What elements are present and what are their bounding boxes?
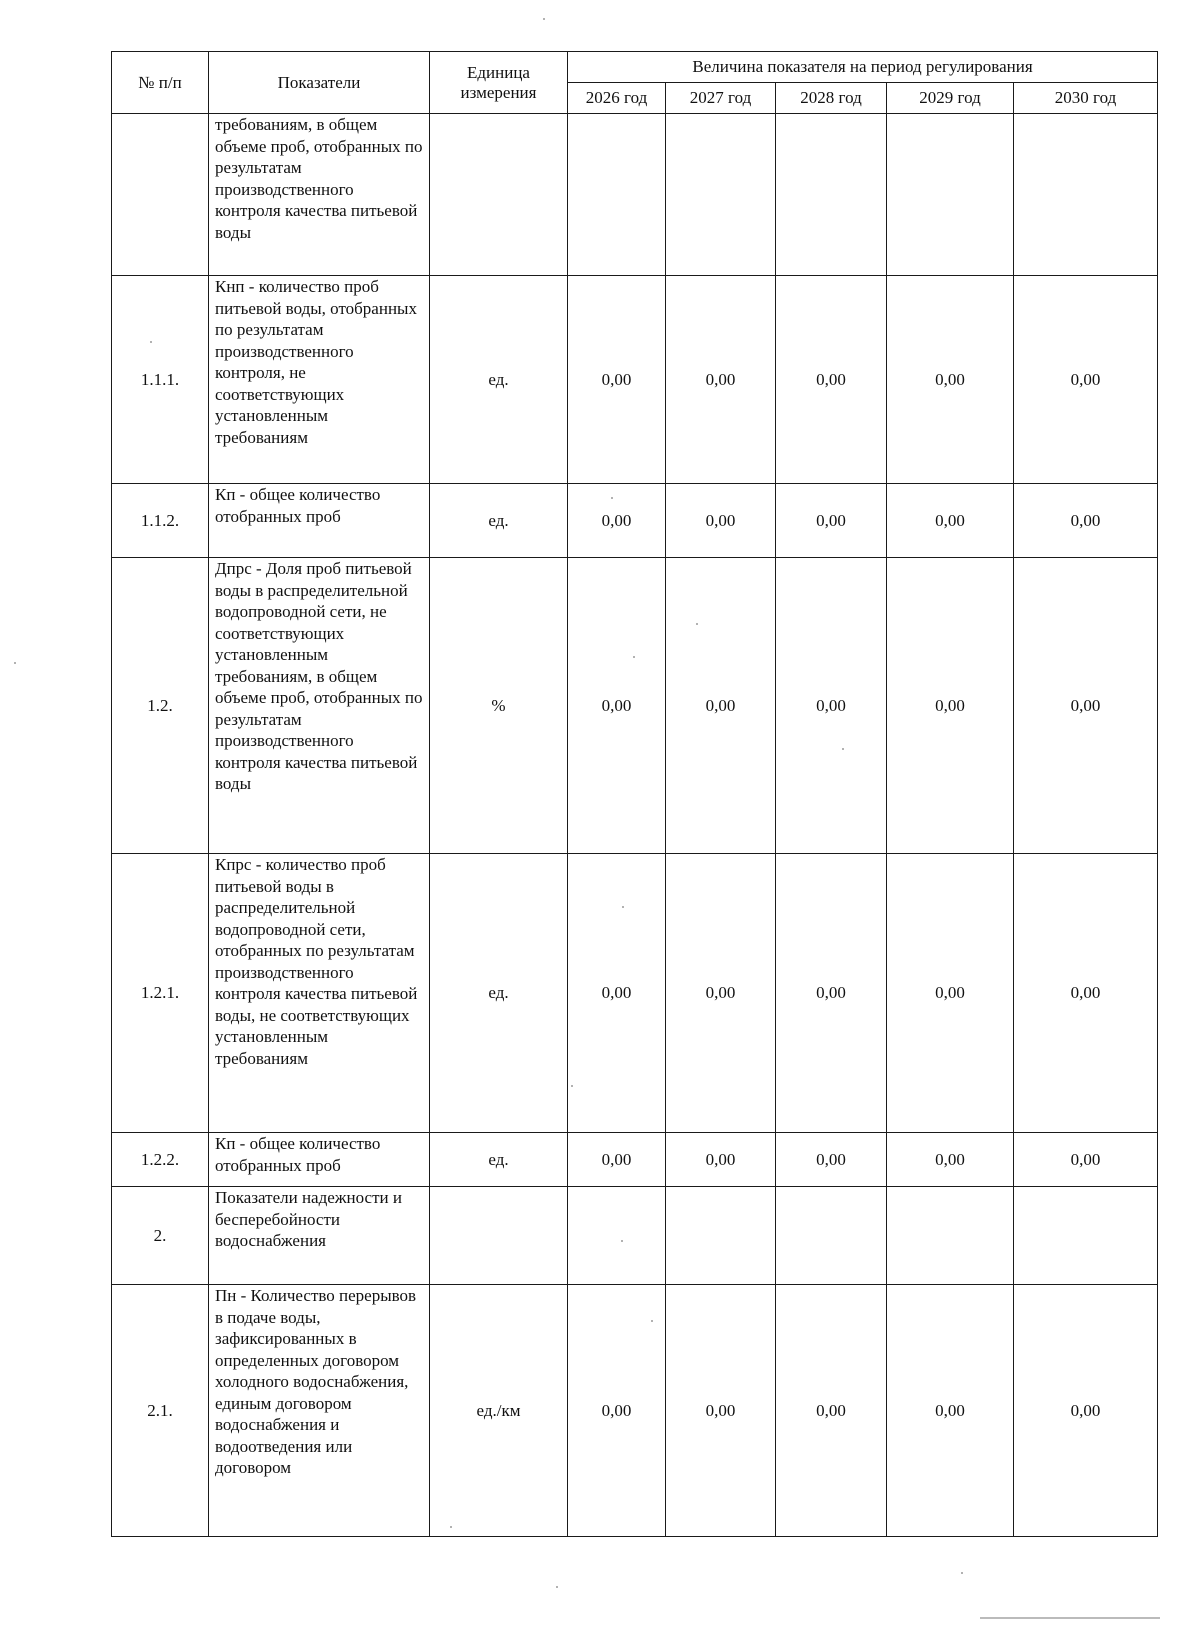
- row-unit: ед.: [430, 1133, 568, 1187]
- row-unit: %: [430, 558, 568, 854]
- row-number: 1.2.: [112, 558, 209, 854]
- table-row: [112, 276, 1158, 484]
- row-indicator-name: Кпрс - количество проб питьевой воды в распределительной водопроводной сети, отобранных по результатам производственного контроля качества питьевой воды, не соответствующих установленным требованиям: [209, 854, 430, 1133]
- row-value-2027: 0,00: [666, 276, 776, 484]
- row-unit: ед.: [430, 484, 568, 558]
- row-value-2027: 0,00: [666, 484, 776, 558]
- row-number: 1.1.1.: [112, 276, 209, 484]
- table-row: [112, 1285, 1158, 1537]
- table-row: [112, 484, 1158, 558]
- row-value-2028: 0,00: [776, 1133, 887, 1187]
- row-value-2029: [887, 1187, 1014, 1285]
- table-row: [112, 114, 1158, 276]
- row-indicator-name: Пн - Количество перерывов в подаче воды, зафиксированных в определенных договором холодного водоснабжения, единым договором водоснабжения и водоотведения или договором: [209, 1285, 430, 1537]
- row-number: 2.: [112, 1187, 209, 1285]
- header-year-2026: 2026 год: [568, 83, 666, 114]
- row-unit: ед./км: [430, 1285, 568, 1537]
- row-value-2030: 0,00: [1014, 854, 1158, 1133]
- row-indicator-name: Показатели надежности и бесперебойности водоснабжения: [209, 1187, 430, 1285]
- table-row: [112, 1187, 1158, 1285]
- row-value-2028: 0,00: [776, 276, 887, 484]
- row-value-2029: 0,00: [887, 484, 1014, 558]
- table-row: [112, 854, 1158, 1133]
- row-value-2028: 0,00: [776, 484, 887, 558]
- row-value-2027: [666, 114, 776, 276]
- row-value-2030: [1014, 114, 1158, 276]
- header-indicator: Показатели: [209, 52, 430, 114]
- row-number: 1.2.1.: [112, 854, 209, 1133]
- row-indicator-name: требованиям, в общем объеме проб, отобранных по результатам производственного контроля качества питьевой воды: [209, 114, 430, 276]
- row-indicator-name: Кп - общее количество отобранных проб: [209, 484, 430, 558]
- footer-rule: [980, 1617, 1160, 1619]
- row-value-2030: 0,00: [1014, 484, 1158, 558]
- row-number: 1.2.2.: [112, 1133, 209, 1187]
- row-value-2026: 0,00: [568, 484, 666, 558]
- row-value-2030: 0,00: [1014, 1285, 1158, 1537]
- header-year-2030: 2030 год: [1014, 83, 1158, 114]
- row-value-2026: [568, 114, 666, 276]
- row-value-2027: 0,00: [666, 1133, 776, 1187]
- row-value-2026: 0,00: [568, 1133, 666, 1187]
- row-value-2027: [666, 1187, 776, 1285]
- header-unit: Единица измерения: [430, 52, 568, 114]
- row-unit: [430, 1187, 568, 1285]
- row-value-2026: [568, 1187, 666, 1285]
- row-value-2026: 0,00: [568, 1285, 666, 1537]
- table-row: [112, 1133, 1158, 1187]
- row-indicator-name: Кнп - количество проб питьевой воды, отобранных по результатам производственного контроля, не соответствующих установленным требованиям: [209, 276, 430, 484]
- header-year-2029: 2029 год: [887, 83, 1014, 114]
- row-value-2028: 0,00: [776, 854, 887, 1133]
- row-value-2030: 0,00: [1014, 558, 1158, 854]
- indicators-table: [111, 51, 1158, 1537]
- header-year-2027: 2027 год: [666, 83, 776, 114]
- row-value-2027: 0,00: [666, 558, 776, 854]
- row-value-2029: 0,00: [887, 854, 1014, 1133]
- table-header: [112, 52, 1158, 114]
- row-value-2029: 0,00: [887, 276, 1014, 484]
- row-value-2030: [1014, 1187, 1158, 1285]
- row-number: 2.1.: [112, 1285, 209, 1537]
- table-body: [112, 114, 1158, 1537]
- row-value-2027: 0,00: [666, 854, 776, 1133]
- row-unit: [430, 114, 568, 276]
- row-indicator-name: Дпрс - Доля проб питьевой воды в распределительной водопроводной сети, не соответствующих установленным требованиям, в общем объеме проб, отобранных по результатам производственного контроля качества питьевой воды: [209, 558, 430, 854]
- table-row: [112, 558, 1158, 854]
- row-value-2026: 0,00: [568, 276, 666, 484]
- row-value-2029: 0,00: [887, 558, 1014, 854]
- row-number: 1.1.2.: [112, 484, 209, 558]
- header-number: № п/п: [112, 52, 209, 114]
- row-number: [112, 114, 209, 276]
- row-value-2030: 0,00: [1014, 1133, 1158, 1187]
- row-value-2026: 0,00: [568, 854, 666, 1133]
- row-value-2029: [887, 114, 1014, 276]
- row-unit: ед.: [430, 276, 568, 484]
- row-value-2029: 0,00: [887, 1133, 1014, 1187]
- row-value-2027: 0,00: [666, 1285, 776, 1537]
- row-value-2030: 0,00: [1014, 276, 1158, 484]
- row-value-2029: 0,00: [887, 1285, 1014, 1537]
- row-indicator-name: Кп - общее количество отобранных проб: [209, 1133, 430, 1187]
- row-value-2028: [776, 114, 887, 276]
- row-value-2028: [776, 1187, 887, 1285]
- header-period-group: Величина показателя на период регулирования: [568, 52, 1158, 83]
- row-value-2028: 0,00: [776, 558, 887, 854]
- row-value-2028: 0,00: [776, 1285, 887, 1537]
- header-year-2028: 2028 год: [776, 83, 887, 114]
- row-value-2026: 0,00: [568, 558, 666, 854]
- row-unit: ед.: [430, 854, 568, 1133]
